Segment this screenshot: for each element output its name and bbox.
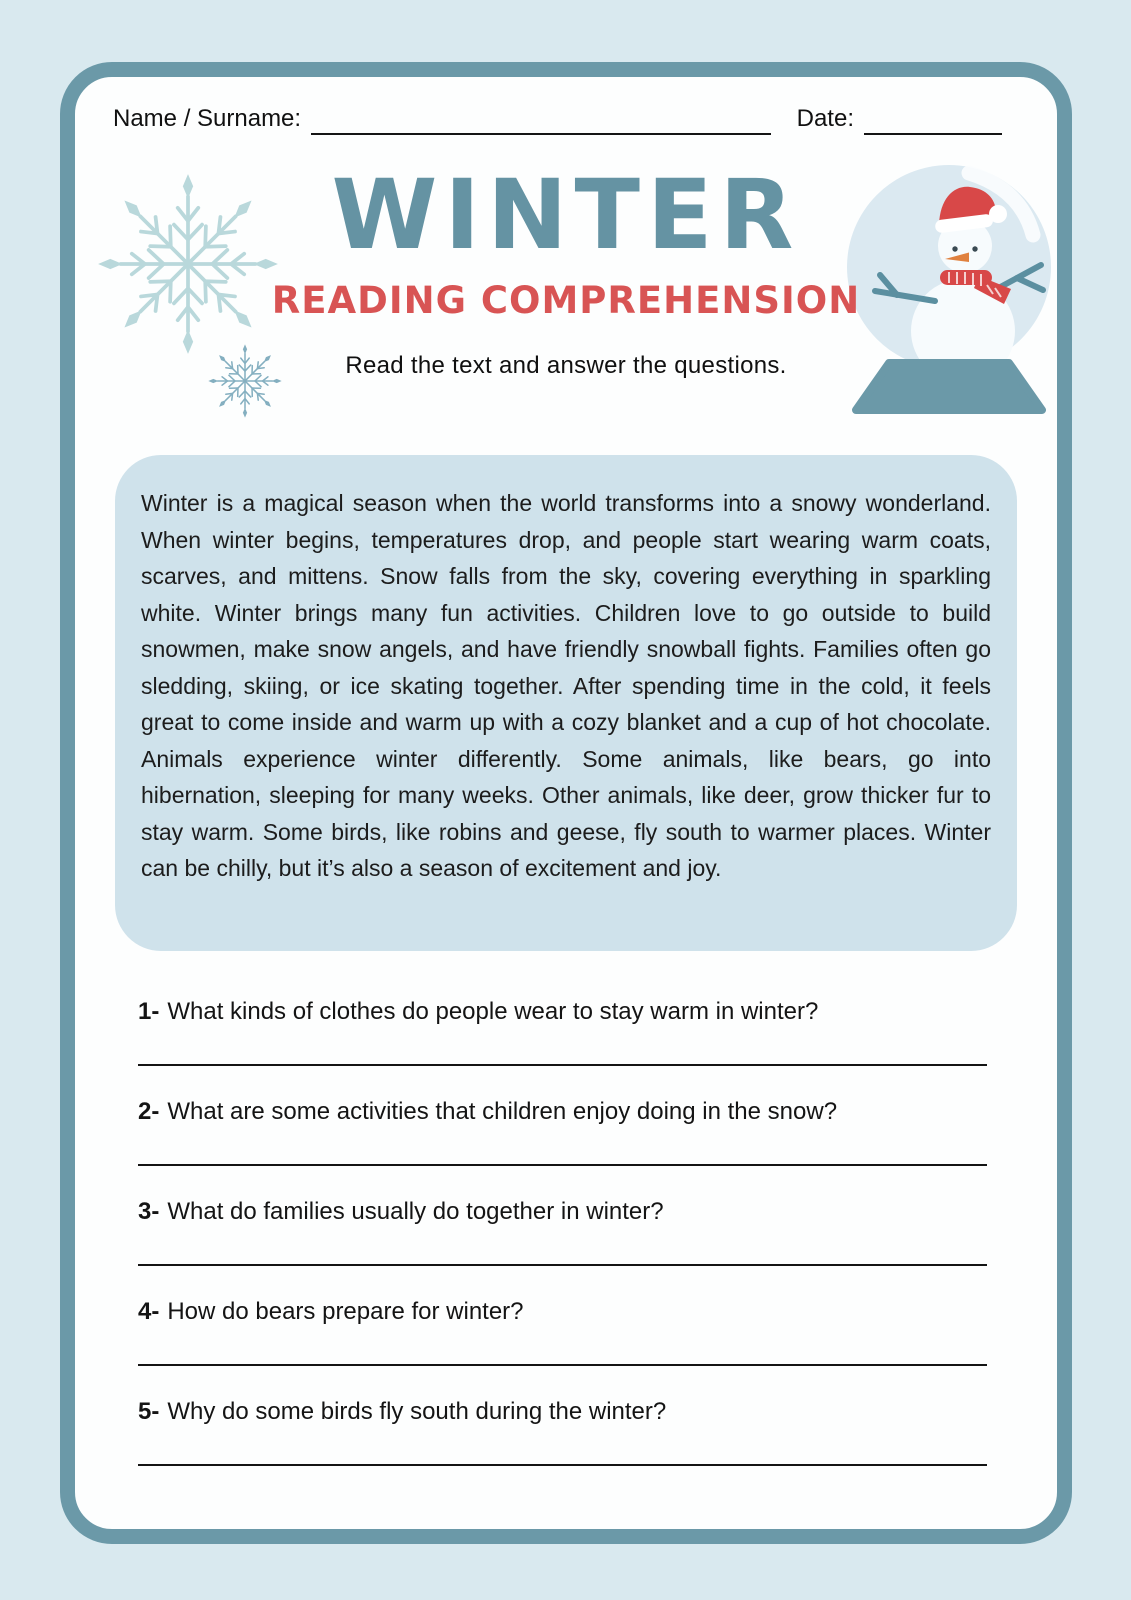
passage-box [115,455,1017,951]
instruction-text: Read the text and answer the questions. [345,351,787,379]
question-number: 1- [138,998,160,1025]
question-text: 1- What kinds of clothes do people wear to stay warm in winter? [138,998,819,1025]
question-block-1 [138,997,987,1066]
question-block-4 [138,1297,987,1366]
page-subtitle: READING COMPREHENSION [271,278,861,322]
question-number: 2- [138,1098,160,1125]
name-label: Name / Surname: [113,105,302,132]
questions-section [138,997,987,1497]
passage-text: Winter is a magical season when the world transforms into a snowy wonderland. When winter begins, temperatures drop, and people start wearing warm coats, scarves, and mittens. Snow falls from the sky, covering everything in sparkling white. Winter brings many fun activities. Children love to go outside to build snowmen, make snow angels, and have friendly snowball fights. Families often go sledding, skiing, or ice skating together. After spending time in the cold, it feels great to come inside and warm up with a cozy blanket and a cup of hot chocolate. Animals experience winter differently. Some animals, like bears, go into hibernation, sleeping for many weeks. Other animals, like deer, grow thicker fur to stay warm. Some birds, like robins and geese, fly south to warmer places. Winter can be chilly, but it’s also a season of excitement and joy. [141,490,991,881]
answer-line-2 [138,1164,987,1166]
header-row [113,105,1002,135]
question-text: 5- Why do some birds fly south during the winter? [138,1398,667,1425]
answer-line-1 [138,1064,987,1066]
title-block [75,159,1057,380]
date-fill-line [864,107,1002,135]
name-fill-line [311,107,771,135]
worksheet-card [60,62,1072,1544]
answer-line-4 [138,1364,987,1366]
question-text: 2- What are some activities that children enjoy doing in the snow? [138,1098,838,1125]
question-number: 4- [138,1298,160,1325]
question-block-5 [138,1397,987,1466]
question-block-3 [138,1197,987,1266]
question-number: 3- [138,1198,160,1225]
question-block-2 [138,1097,987,1166]
answer-line-5 [138,1464,987,1466]
answer-line-3 [138,1264,987,1266]
question-text: 3- What do families usually do together in winter? [138,1198,664,1225]
question-text: 4- How do bears prepare for winter? [138,1298,524,1325]
date-label: Date: [796,105,854,132]
page-title: WINTER [331,159,801,271]
question-number: 5- [138,1398,160,1425]
